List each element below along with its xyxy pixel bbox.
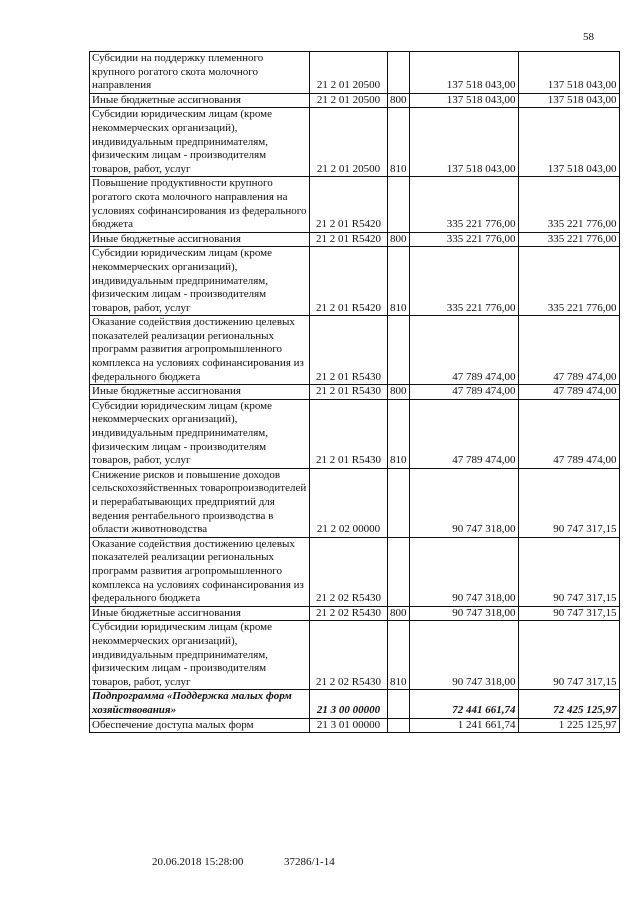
row-expense-type-cell: 800: [388, 385, 410, 400]
row-amount-a-cell: 72 441 661,74: [409, 690, 518, 718]
row-amount-a-cell: 335 221 776,00: [409, 177, 518, 232]
row-amount-a-cell: 47 789 474,00: [409, 385, 518, 400]
row-code-cell: 21 2 02 R5430: [310, 621, 388, 690]
row-code-cell: 21 2 01 20500: [310, 108, 388, 177]
row-name-cell: Оказание содействия достижению целевых показателей реализации региональных программ развития агропромышленного комплекса на условиях софинансирования из федерального бюджета: [90, 537, 310, 606]
row-expense-type-cell: 810: [388, 247, 410, 316]
row-amount-a-cell: 90 747 318,00: [409, 468, 518, 537]
row-expense-type-cell: [388, 537, 410, 606]
row-name-cell: Иные бюджетные ассигнования: [90, 93, 310, 108]
row-name-cell: Иные бюджетные ассигнования: [90, 385, 310, 400]
row-amount-a-cell: 47 789 474,00: [409, 399, 518, 468]
page-number: 58: [583, 31, 594, 43]
row-amount-a-cell: 137 518 043,00: [409, 108, 518, 177]
row-expense-type-cell: [388, 177, 410, 232]
row-name-cell: Иные бюджетные ассигнования: [90, 606, 310, 621]
row-code-cell: 21 2 01 20500: [310, 93, 388, 108]
row-amount-b-cell: 90 747 317,15: [518, 537, 619, 606]
row-amount-b-cell: 335 221 776,00: [518, 247, 619, 316]
row-expense-type-cell: [388, 468, 410, 537]
row-amount-a-cell: 137 518 043,00: [409, 52, 518, 94]
row-name-cell: Снижение рисков и повышение доходов сельскохозяйственных товаропроизводителей и перерабатывающих предприятий для ведения рентабельного производства в области животноводства: [90, 468, 310, 537]
row-code-cell: 21 2 01 R5420: [310, 247, 388, 316]
table-row: [90, 399, 620, 468]
row-amount-b-cell: 90 747 317,15: [518, 606, 619, 621]
row-amount-a-cell: 90 747 318,00: [409, 621, 518, 690]
table-row: [90, 468, 620, 537]
row-amount-a-cell: 137 518 043,00: [409, 93, 518, 108]
row-expense-type-cell: [388, 690, 410, 718]
row-amount-b-cell: 47 789 474,00: [518, 399, 619, 468]
table-row: [90, 177, 620, 232]
row-name-cell: Иные бюджетные ассигнования: [90, 232, 310, 247]
row-code-cell: 21 3 00 00000: [310, 690, 388, 718]
row-amount-b-cell: 137 518 043,00: [518, 108, 619, 177]
row-name-cell: Подпрограмма «Поддержка малых форм хозяйствования»: [90, 690, 310, 718]
table-row: [90, 232, 620, 247]
row-amount-a-cell: 335 221 776,00: [409, 232, 518, 247]
row-name-cell: Оказание содействия достижению целевых показателей реализации региональных программ развития агропромышленного комплекса на условиях софинансирования из федерального бюджета: [90, 316, 310, 385]
row-expense-type-cell: 800: [388, 606, 410, 621]
row-amount-a-cell: 90 747 318,00: [409, 537, 518, 606]
table-row: [90, 108, 620, 177]
row-amount-b-cell: 335 221 776,00: [518, 232, 619, 247]
table-row: [90, 93, 620, 108]
row-name-cell: Субсидии на поддержку племенного крупного рогатого скота молочного направления: [90, 52, 310, 94]
row-amount-a-cell: 1 241 661,74: [409, 718, 518, 733]
row-expense-type-cell: [388, 52, 410, 94]
row-amount-b-cell: 137 518 043,00: [518, 52, 619, 94]
table-row: [90, 316, 620, 385]
row-name-cell: Обеспечение доступа малых форм: [90, 718, 310, 733]
table-row: [90, 690, 620, 718]
row-expense-type-cell: 810: [388, 108, 410, 177]
row-amount-b-cell: 90 747 317,15: [518, 621, 619, 690]
row-expense-type-cell: [388, 316, 410, 385]
row-code-cell: 21 2 01 R5430: [310, 399, 388, 468]
table-row: [90, 52, 620, 94]
row-expense-type-cell: 800: [388, 232, 410, 247]
table-row: [90, 247, 620, 316]
row-amount-b-cell: 72 425 125,97: [518, 690, 619, 718]
row-code-cell: 21 2 01 R5420: [310, 177, 388, 232]
row-expense-type-cell: 810: [388, 399, 410, 468]
row-code-cell: 21 2 02 R5430: [310, 537, 388, 606]
row-name-cell: Субсидии юридическим лицам (кроме некоммерческих организаций), индивидуальным предпринимателям, физическим лицам - производителям товаров, работ, услуг: [90, 621, 310, 690]
row-amount-b-cell: 47 789 474,00: [518, 385, 619, 400]
table-row: [90, 385, 620, 400]
row-code-cell: 21 2 02 R5430: [310, 606, 388, 621]
row-expense-type-cell: [388, 718, 410, 733]
table-row: [90, 606, 620, 621]
row-amount-b-cell: 137 518 043,00: [518, 93, 619, 108]
footer-date: 20.06.2018 15:28:00: [152, 856, 244, 868]
row-name-cell: Субсидии юридическим лицам (кроме некоммерческих организаций), индивидуальным предпринимателям, физическим лицам - производителям товаров, работ, услуг: [90, 399, 310, 468]
row-amount-b-cell: 90 747 317,15: [518, 468, 619, 537]
table-row: [90, 621, 620, 690]
budget-table: [89, 51, 620, 733]
row-amount-b-cell: 335 221 776,00: [518, 177, 619, 232]
budget-table-body: [90, 52, 620, 733]
row-amount-a-cell: 335 221 776,00: [409, 247, 518, 316]
row-code-cell: 21 3 01 00000: [310, 718, 388, 733]
row-name-cell: Субсидии юридическим лицам (кроме некоммерческих организаций), индивидуальным предпринимателям, физическим лицам - производителям товаров, работ, услуг: [90, 247, 310, 316]
footer-document-id: 37286/1-14: [284, 856, 335, 868]
table-row: [90, 718, 620, 733]
row-name-cell: Повышение продуктивности крупного рогатого скота молочного направления на условиях софинансирования из федерального бюджета: [90, 177, 310, 232]
row-amount-a-cell: 90 747 318,00: [409, 606, 518, 621]
row-code-cell: 21 2 01 20500: [310, 52, 388, 94]
row-code-cell: 21 2 01 R5430: [310, 385, 388, 400]
row-code-cell: 21 2 02 00000: [310, 468, 388, 537]
row-code-cell: 21 2 01 R5420: [310, 232, 388, 247]
row-name-cell: Субсидии юридическим лицам (кроме некоммерческих организаций), индивидуальным предпринимателям, физическим лицам - производителям товаров, работ, услуг: [90, 108, 310, 177]
row-amount-a-cell: 47 789 474,00: [409, 316, 518, 385]
row-amount-b-cell: 1 225 125,97: [518, 718, 619, 733]
row-code-cell: 21 2 01 R5430: [310, 316, 388, 385]
row-amount-b-cell: 47 789 474,00: [518, 316, 619, 385]
table-row: [90, 537, 620, 606]
row-expense-type-cell: 810: [388, 621, 410, 690]
row-expense-type-cell: 800: [388, 93, 410, 108]
